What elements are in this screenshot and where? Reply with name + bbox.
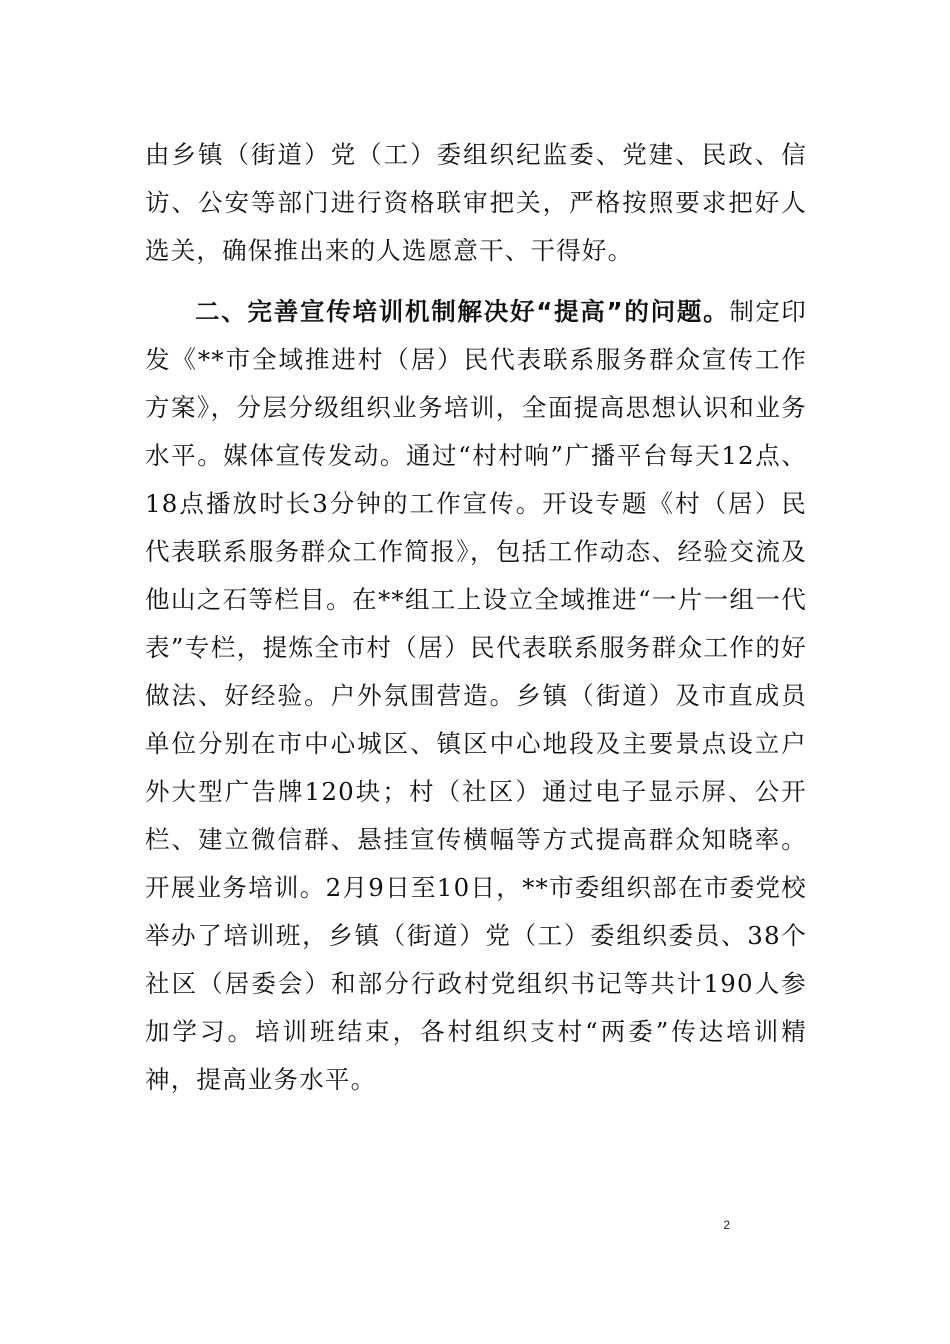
paragraph-continuation bbox=[145, 131, 807, 275]
page-number: 2 bbox=[723, 1218, 730, 1232]
paragraph-section-two bbox=[145, 288, 807, 1104]
paragraph-text: 制定印发《**市全域推进村（居）民代表联系服务群众宣传工作方案》，分层分级组织业务培训，全面提高思想认识和业务水平。媒体宣传发动。通过“村村响”广播平台每天12点、18点播放时长3分钟的工作宣传。开设专题《村（居）民代表联系服务群众工作简报》，包括工作动态、经验交流及他山之石等栏目。在**组工上设立全域推进“一片一组一代表”专栏，提炼全市村（居）民代表联系服务群众工作的好做法、好经验。户外氛围营造。乡镇（街道）及市直成员单位分别在市中心城区、镇区中心地段及主要景点设立户外大型广告牌120块；村（社区）通过电子显示屏、公开栏、建立微信群、悬挂宣传横幅等方式提高群众知晓率。开展业务培训。2月9日至10日，**市委组织部在市委党校举办了培训班，乡镇（街道）党（工）委组织委员、38个社区（居委会）和部分行政村党组织书记等共计190人参加学习。培训班结束，各村组织支村“两委”传达培训精神，提高业务水平。 bbox=[145, 297, 808, 1094]
section-heading: 二、完善宣传培训机制解决好“提高”的问题。 bbox=[195, 297, 730, 326]
paragraph-text: 由乡镇（街道）党（工）委组织纪监委、党建、民政、信访、公安等部门进行资格联审把关，严格按照要求把好人选关，确保推出来的人选愿意干、干得好。 bbox=[145, 140, 807, 265]
